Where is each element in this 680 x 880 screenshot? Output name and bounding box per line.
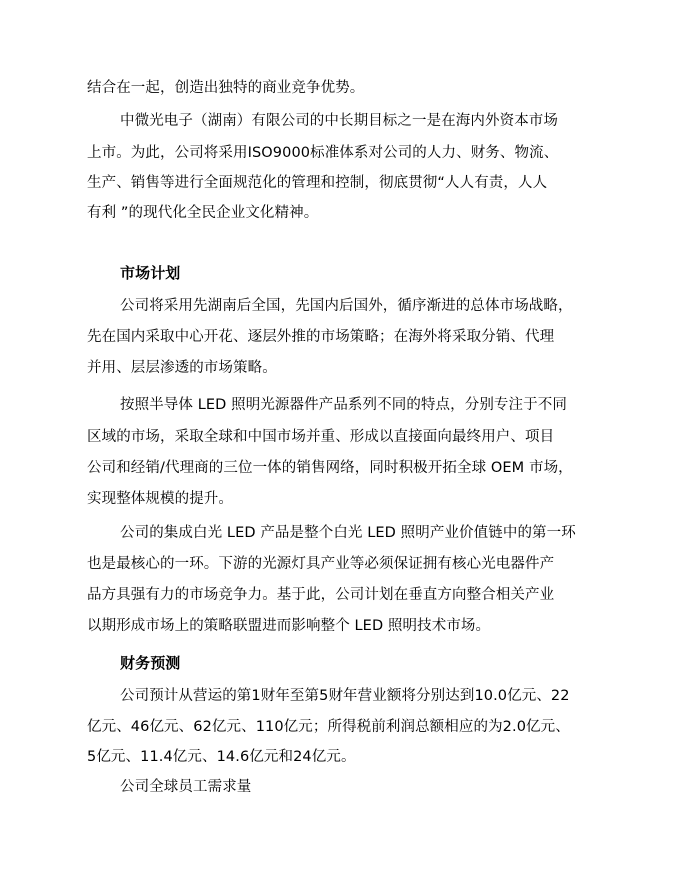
text-line: 上市。为此，公司将采用ISO9000标准体系对公司的人力、财务、物流、 xyxy=(87,145,559,161)
text-line: 实现整体规模的提升。 xyxy=(87,491,233,507)
text-line: 先在国内采取中心开花、逐层外推的市场策略；在海外将采取分销、代理 xyxy=(87,329,555,345)
text-line: 并用、层层渗透的市场策略。 xyxy=(87,360,277,376)
text-line: 亿元、46亿元、62亿元、110亿元；所得税前利润总额相应的为2.0亿元、 xyxy=(87,719,570,735)
text-line: 公司预计从营运的第1财年至第5财年营业额将分别达到10.0亿元、22 xyxy=(120,688,570,704)
text-line: 有利 ”的现代化全民企业文化精神。 xyxy=(87,205,319,221)
text-line: 公司和经销/代理商的三位一体的销售网络，同时积极开拓全球 OEM 市场， xyxy=(87,460,573,476)
text-line: 公司将采用先湖南后全国，先国内后国外，循序渐进的总体市场战略， xyxy=(120,298,573,314)
text-line: 以期形成市场上的策略联盟进而影响整个 LED 照明技术市场。 xyxy=(87,618,491,634)
text-line: 5亿元、11.4亿元、14.6亿元和24亿元。 xyxy=(87,749,356,765)
text-line: 品方具强有力的市场竞争力。基于此，公司计划在垂直方向整合相关产业 xyxy=(87,587,555,603)
text-line: 按照半导体 LED 照明光源器件产品系列不同的特点，分别专注于不同 xyxy=(120,397,567,413)
text-line: 公司全球员工需求量 xyxy=(120,779,252,795)
section-heading-market-plan: 市场计划 xyxy=(120,264,181,282)
text-line: 结合在一起，创造出独特的商业竞争优势。 xyxy=(87,80,365,96)
text-line: 也是最核心的一环。下游的光源灯具产业等必须保证拥有核心光电器件产 xyxy=(87,556,555,572)
text-line: 公司的集成白光 LED 产品是整个白光 LED 照明产业价值链中的第一环 xyxy=(120,525,576,541)
section-heading-financial-forecast: 财务预测 xyxy=(120,654,181,672)
text-line: 区域的市场，采取全球和中国市场并重、形成以直接面向最终用户、项目 xyxy=(87,429,555,445)
text-line: 中微光电子（湖南）有限公司的中长期目标之一是在海内外资本市场 xyxy=(120,113,558,129)
text-line: 生产、销售等进行全面规范化的管理和控制，彻底贯彻“人人有责，人人 xyxy=(87,175,548,191)
